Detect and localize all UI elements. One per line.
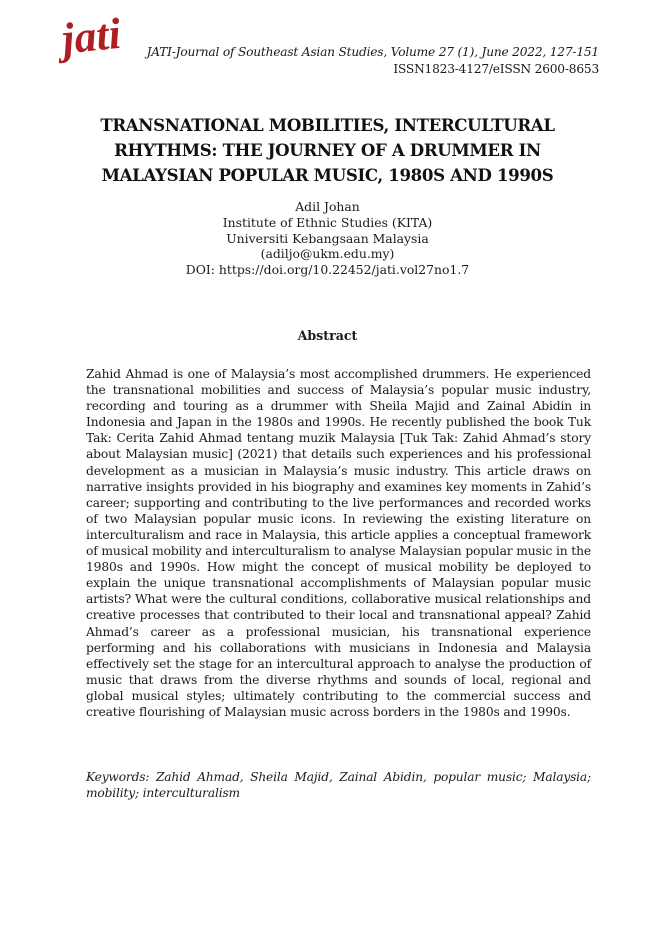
issn-line: ISSN1823-4127/eISSN 2600-8653 — [393, 62, 599, 76]
jati-logo-mark — [58, 6, 148, 68]
author-name: Adil Johan — [295, 199, 360, 214]
title-line-3: MALAYSIAN POPULAR MUSIC, 1980S AND 1990S — [101, 165, 554, 185]
title-line-2: RHYTHMS: THE JOURNEY OF A DRUMMER IN — [114, 140, 541, 160]
author-university: Universiti Kebangsaan Malaysia — [226, 230, 429, 246]
author-institute: Institute of Ethnic Studies (KITA) — [222, 214, 433, 230]
abstract-body: Zahid Ahmad is one of Malaysia’s most accomplished drummers. He experienced the transnational mobilities and success of Malaysia’s popular music industry, recording and touring as a drummer with Sheila Majid and Zainal Abidin in Indonesia and Japan in the 1980s and 1990s. He recently published the book Tuk Tak: Cerita Zahid Ahmad tentang muzik Malaysia [Tuk Tak: Zahid Ahmad’s story about Malaysian music] (2021) that details such experiences and his professional development as a musician in Malaysia’s music industry. This article draws on narrative insights provided in his biography and examines key moments in Zahid’s career; supporting and contributing to the live performances and recorded works of two Malaysian popular music icons. In reviewing the existing literature on interculturalism and race in Malaysia, this article applies a conceptual framework of musical mobility and interculturalism to analyse Malaysian popular music in the 1980s and 1990s. How might the concept of musical mobility be deployed to explain the unique transnational accomplishments of Malaysian popular music artists? What were the cultural conditions, collaborative musical relationships and creative processes that contributed to their local and transnational appeal? Zahid Ahmad’s career as a professional musician, his transnational experience performing and his collaborations with musicians in Indonesia and Malaysia effectively set the stage for an intercultural approach to analyse the production of music that draws from the diverse rhythms and sounds of local, regional and global musical styles; ultimately contributing to the commercial success and creative flourishing of Malaysian music across borders in the 1980s and 1990s. — [86, 367, 591, 719]
author-email: (adiljo@ukm.edu.my) — [260, 246, 395, 262]
keywords: Keywords: Zahid Ahmad, Sheila Majid, Zainal Abidin, popular music; Malaysia; mobility; interculturalism — [86, 770, 591, 800]
journal-citation: JATI-Journal of Southeast Asian Studies, Volume 27 (1), June 2022, 127-151 — [146, 45, 599, 59]
journal-logo — [58, 6, 148, 68]
paper-title — [60, 113, 595, 188]
abstract-heading: Abstract — [297, 328, 358, 343]
author-block — [60, 199, 595, 278]
logo-text: jati — [59, 8, 124, 64]
doi-link[interactable]: DOI: https://doi.org/10.22452/jati.vol27no1.7 — [185, 262, 470, 278]
title-line-1: TRANSNATIONAL MOBILITIES, INTERCULTURAL — [100, 115, 555, 135]
journal-header — [147, 44, 599, 78]
